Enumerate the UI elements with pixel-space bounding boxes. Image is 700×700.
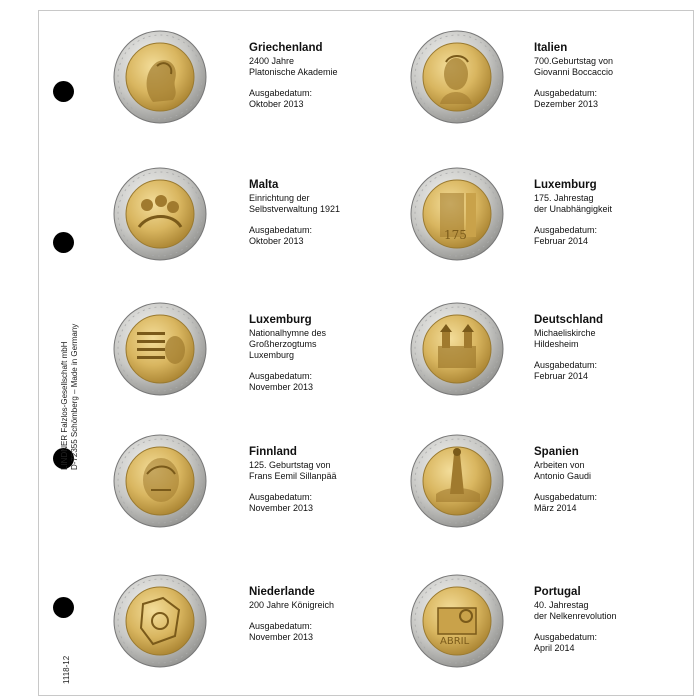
coin-occasion-line: Nationalhymne des bbox=[249, 328, 327, 338]
coin-image-finland-portrait bbox=[113, 434, 207, 528]
coin-description bbox=[249, 446, 399, 514]
coin-country: Deutschland bbox=[534, 314, 604, 326]
coin-occasion bbox=[249, 600, 399, 611]
coin-occasion-line: 200 Jahre Königreich bbox=[249, 600, 335, 610]
coin-country: Portugal bbox=[534, 586, 581, 598]
issue-date: Februar 2014 bbox=[534, 371, 589, 381]
issue-date: April 2014 bbox=[534, 643, 575, 653]
issue-date: November 2013 bbox=[249, 632, 314, 642]
coin-occasion-line: Giovanni Boccaccio bbox=[534, 67, 614, 77]
binder-hole bbox=[53, 232, 74, 253]
issue-date: November 2013 bbox=[249, 503, 314, 513]
issue-date: Oktober 2013 bbox=[249, 99, 304, 109]
binder-hole bbox=[53, 81, 74, 102]
issue-date: März 2014 bbox=[534, 503, 577, 513]
svg-text:175: 175 bbox=[444, 228, 467, 242]
page-number: 1118-12 bbox=[62, 655, 71, 684]
coin-occasion bbox=[534, 460, 684, 482]
coin-description bbox=[249, 586, 399, 643]
coin-country: Finnland bbox=[249, 446, 297, 458]
coin-description bbox=[534, 42, 684, 110]
publisher-address: D-72355 Schömberg – Made in Germany bbox=[70, 323, 79, 470]
coin-image-germany-church bbox=[410, 302, 504, 396]
coin-image-portugal-carnation bbox=[410, 574, 504, 668]
issue-date-label: Ausgabedatum: bbox=[249, 88, 313, 98]
coin-occasion-line: Luxemburg bbox=[249, 350, 295, 360]
coin-occasion bbox=[249, 56, 399, 78]
coin-occasion-line: der Nelkenrevolution bbox=[534, 611, 617, 621]
coin-occasion bbox=[534, 56, 684, 78]
coin-occasion-line: 125. Geburtstag von bbox=[249, 460, 331, 470]
coin-country: Luxemburg bbox=[534, 179, 597, 191]
issue-date-label: Ausgabedatum: bbox=[249, 225, 313, 235]
coin-occasion-line: der Unabhängigkeit bbox=[534, 204, 613, 214]
coin-occasion-line: 2400 Jahre bbox=[249, 56, 295, 66]
coin-country: Niederlande bbox=[249, 586, 315, 598]
coin-occasion bbox=[249, 328, 399, 361]
issue-date-label: Ausgabedatum: bbox=[249, 492, 313, 502]
coin-image-lux-anthem bbox=[113, 302, 207, 396]
coin-occasion-line: Großherzogtums bbox=[249, 339, 317, 349]
coin-occasion-line: 40. Jahrestag bbox=[534, 600, 589, 610]
issue-date-label: Ausgabedatum: bbox=[534, 360, 598, 370]
coin-occasion-line: Einrichtung der bbox=[249, 193, 310, 203]
coin-occasion-line: Hildesheim bbox=[534, 339, 579, 349]
svg-text:ABRIL: ABRIL bbox=[440, 636, 470, 647]
coin-occasion bbox=[249, 193, 399, 215]
binder-hole bbox=[53, 597, 74, 618]
coin-country: Italien bbox=[534, 42, 568, 54]
issue-date: Dezember 2013 bbox=[534, 99, 599, 109]
coin-country: Luxemburg bbox=[249, 314, 312, 326]
issue-date-label: Ausgabedatum: bbox=[249, 621, 313, 631]
coin-description bbox=[534, 446, 684, 514]
issue-date: Februar 2014 bbox=[534, 236, 589, 246]
issue-date-label: Ausgabedatum: bbox=[534, 225, 598, 235]
issue-date-label: Ausgabedatum: bbox=[534, 492, 598, 502]
issue-date: November 2013 bbox=[249, 382, 314, 392]
coin-occasion bbox=[534, 328, 684, 350]
coin-occasion-line: 175. Jahrestag bbox=[534, 193, 594, 203]
coin-description bbox=[534, 314, 684, 382]
coin-description bbox=[249, 314, 399, 393]
coin-occasion bbox=[249, 460, 399, 482]
coin-image-spain-gaudi bbox=[410, 434, 504, 528]
coin-occasion-line: 700.Geburtstag von bbox=[534, 56, 614, 66]
coin-country: Malta bbox=[249, 179, 279, 191]
coin-description bbox=[249, 179, 399, 247]
coin-country: Spanien bbox=[534, 446, 579, 458]
publisher-imprint bbox=[60, 324, 80, 470]
issue-date: Oktober 2013 bbox=[249, 236, 304, 246]
issue-date-label: Ausgabedatum: bbox=[534, 88, 598, 98]
coin-country: Griechenland bbox=[249, 42, 323, 54]
coin-image-lux-175 bbox=[410, 167, 504, 261]
coin-description bbox=[534, 179, 684, 247]
coin-occasion-line: Michaeliskirche bbox=[534, 328, 596, 338]
coin-image-netherlands-map bbox=[113, 574, 207, 668]
coin-occasion-line: Selbstverwaltung 1921 bbox=[249, 204, 341, 214]
coin-occasion bbox=[534, 600, 684, 622]
coin-image-malta-figures bbox=[113, 167, 207, 261]
coin-occasion-line: Antonio Gaudi bbox=[534, 471, 592, 481]
coin-description bbox=[534, 586, 684, 654]
publisher-company: LINDNER Falzlos-Gesellschaft mbH bbox=[60, 341, 69, 470]
coin-occasion-line: Platonische Akademie bbox=[249, 67, 338, 77]
coin-occasion bbox=[534, 193, 684, 215]
coin-description bbox=[249, 42, 399, 110]
issue-date-label: Ausgabedatum: bbox=[249, 371, 313, 381]
coin-occasion-line: Arbeiten von bbox=[534, 460, 585, 470]
coin-occasion-line: Frans Eemil Sillanpää bbox=[249, 471, 337, 481]
coin-image-greece-portrait bbox=[113, 30, 207, 124]
issue-date-label: Ausgabedatum: bbox=[534, 632, 598, 642]
coin-image-italy-portrait bbox=[410, 30, 504, 124]
